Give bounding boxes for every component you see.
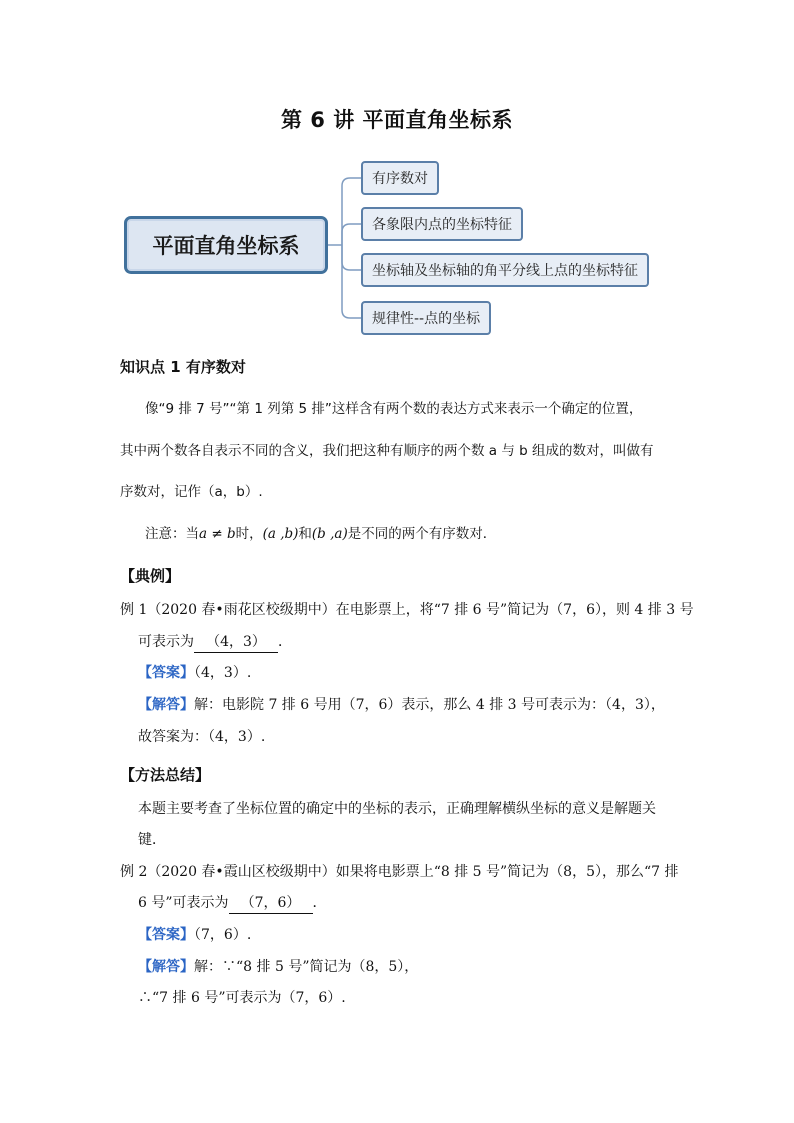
solution-text: 解：电影院 7 排 6 号用（7，6）表示，那么 4 排 3 号可表示为：（4，3）， [194, 697, 665, 713]
example2-suffix: ． [312, 895, 327, 911]
method-heading: 【方法总结】 [120, 766, 211, 784]
example2-solution [138, 957, 418, 977]
example2-blank: （7，6） [229, 893, 313, 914]
example2-solution-line2: ∴“7 排 6 号”可表示为（7，6）. [138, 990, 346, 1006]
paragraph-line: 序数对，记作（a，b）. [120, 484, 263, 500]
note-condition: a ≠ b [199, 526, 236, 542]
note-pair-ba: (b ,a) [311, 526, 348, 542]
example2-prefix: 6 号”可表示为 [138, 895, 229, 911]
paragraph-line: 其中两个数各自表示不同的含义，我们把这种有顺序的两个数 a 与 b 组成的数对，叫做有 [120, 443, 654, 459]
mindmap-branch-axis-bisector-features: 坐标轴及坐标轴的角平分线上点的坐标特征 [361, 253, 649, 287]
example1-answer [138, 663, 251, 683]
note-mid: 时， [235, 526, 263, 542]
method-line2: 键． [138, 832, 166, 848]
example1-line2 [138, 632, 292, 653]
solution-tag: 【解答】 [138, 959, 194, 975]
note-prefix: 注意：当 [145, 526, 199, 542]
example2-line2 [138, 893, 327, 914]
page-title: 第 6 讲 平面直角坐标系 [280, 108, 514, 132]
note-line [145, 524, 496, 544]
answer-text: （7，6）. [194, 927, 252, 943]
note-pair-ab: (a ,b) [262, 526, 299, 542]
mindmap-branch-regularity: 规律性--点的坐标 [361, 301, 491, 335]
example1-blank: （4，3） [194, 632, 278, 653]
dianli-heading: 【典例】 [120, 567, 181, 585]
example1-solution [138, 695, 665, 715]
answer-tag: 【答案】 [138, 665, 194, 681]
method-line1: 本题主要考查了坐标位置的确定中的坐标的表示，正确理解横纵坐标的意义是解题关 [138, 801, 656, 817]
paragraph-line: 像“9 排 7 号”“第 1 列第 5 排”这样含有两个数的表达方式来表示一个确定的位置， [145, 401, 643, 417]
mindmap-branch-quadrant-features: 各象限内点的坐标特征 [361, 207, 523, 241]
note-suffix: 是不同的两个有序数对． [347, 526, 497, 542]
solution-tag: 【解答】 [138, 697, 194, 713]
answer-text: （4，3）. [194, 665, 252, 681]
example1-suffix: ． [278, 634, 292, 650]
example1-solution-line2: 故答案为：（4，3）. [138, 729, 266, 745]
mindmap-root: 平面直角坐标系 [124, 216, 328, 274]
example2-answer [138, 925, 251, 945]
answer-tag: 【答案】 [138, 927, 194, 943]
section-heading: 知识点 1 有序数对 [120, 358, 246, 376]
solution-text: 解：∵“8 排 5 号”简记为（8，5）， [194, 959, 419, 975]
mindmap-branch-ordered-pair: 有序数对 [361, 161, 439, 195]
example1-prefix: 可表示为 [138, 634, 194, 650]
example1-line1: 例 1（2020 春•雨花区校级期中）在电影票上，将“7 排 6 号”简记为（7，6），则 4 排 3 号 [120, 602, 694, 618]
example2-line1: 例 2（2020 春•霞山区校级期中）如果将电影票上“8 排 5 号”简记为（8，5），那么“7 排 [120, 864, 679, 880]
note-and: 和 [298, 526, 312, 542]
